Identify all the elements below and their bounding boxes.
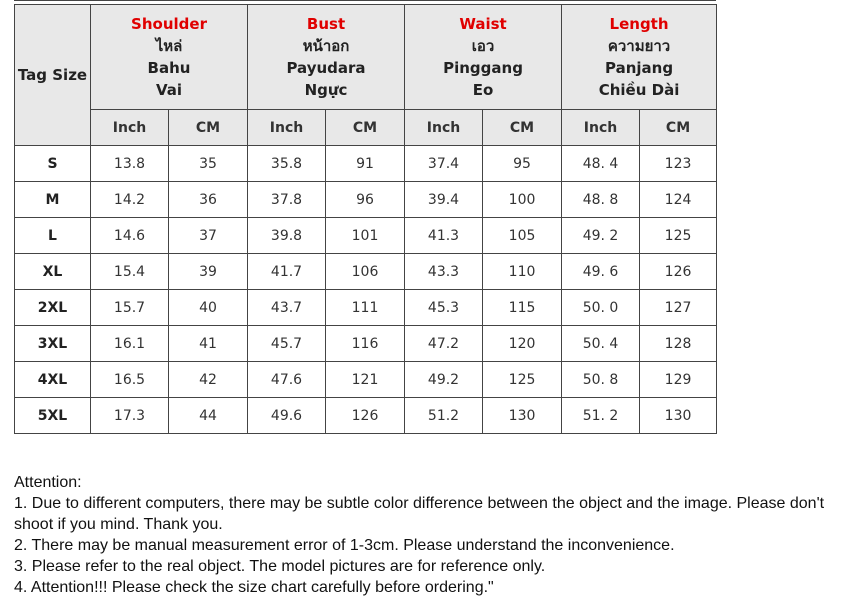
measurement-cell: 95 bbox=[483, 146, 562, 182]
measurement-cell: 17.3 bbox=[91, 398, 169, 434]
group-line: Pinggang bbox=[443, 59, 523, 77]
length-header bbox=[562, 5, 717, 110]
measurement-cell: 51.2 bbox=[405, 398, 483, 434]
measurement-cell: 120 bbox=[483, 326, 562, 362]
group-name: Bust bbox=[306, 15, 346, 33]
group-name: Waist bbox=[459, 15, 507, 33]
measurement-cell: 124 bbox=[640, 182, 717, 218]
measurement-cell: 16.5 bbox=[91, 362, 169, 398]
size-cell: 3XL bbox=[15, 326, 91, 362]
group-line: Eo bbox=[472, 81, 494, 99]
group-line: Vai bbox=[155, 81, 183, 99]
group-line: Chiều Dài bbox=[598, 81, 680, 99]
measurement-cell: 13.8 bbox=[91, 146, 169, 182]
table-row bbox=[15, 398, 717, 434]
measurement-cell: 110 bbox=[483, 254, 562, 290]
size-cell: 5XL bbox=[15, 398, 91, 434]
measurement-cell: 50. 8 bbox=[562, 362, 640, 398]
measurement-cell: 127 bbox=[640, 290, 717, 326]
group-line: หน้าอก bbox=[302, 37, 350, 55]
measurement-cell: 111 bbox=[326, 290, 405, 326]
measurement-cell: 44 bbox=[169, 398, 248, 434]
measurement-cell: 45.7 bbox=[248, 326, 326, 362]
measurement-cell: 115 bbox=[483, 290, 562, 326]
measurement-cell: 49. 6 bbox=[562, 254, 640, 290]
measurement-cell: 37.8 bbox=[248, 182, 326, 218]
size-cell: 2XL bbox=[15, 290, 91, 326]
measurement-cell: 45.3 bbox=[405, 290, 483, 326]
header-group-row bbox=[15, 5, 717, 110]
table-row bbox=[15, 326, 717, 362]
measurement-cell: 15.7 bbox=[91, 290, 169, 326]
measurement-cell: 37.4 bbox=[405, 146, 483, 182]
measurement-cell: 49.2 bbox=[405, 362, 483, 398]
measurement-cell: 39.4 bbox=[405, 182, 483, 218]
note-item: 2. There may be manual measurement error of 1-3cm. Please understand the inconvenience. bbox=[14, 537, 675, 554]
measurement-cell: 129 bbox=[640, 362, 717, 398]
group-line: เอว bbox=[471, 37, 495, 55]
measurement-cell: 100 bbox=[483, 182, 562, 218]
waist-header bbox=[405, 5, 562, 110]
measurement-cell: 96 bbox=[326, 182, 405, 218]
unit-header: CM bbox=[326, 110, 405, 146]
measurement-cell: 50. 4 bbox=[562, 326, 640, 362]
measurement-cell: 50. 0 bbox=[562, 290, 640, 326]
measurement-cell: 41.3 bbox=[405, 218, 483, 254]
measurement-cell: 105 bbox=[483, 218, 562, 254]
measurement-cell: 42 bbox=[169, 362, 248, 398]
measurement-cell: 43.7 bbox=[248, 290, 326, 326]
measurement-cell: 125 bbox=[640, 218, 717, 254]
measurement-cell: 101 bbox=[326, 218, 405, 254]
measurement-cell: 35 bbox=[169, 146, 248, 182]
attention-notes bbox=[14, 472, 844, 598]
measurement-cell: 40 bbox=[169, 290, 248, 326]
group-line: ความยาว bbox=[607, 37, 671, 55]
group-name: Shoulder bbox=[131, 15, 207, 33]
size-chart-table bbox=[14, 4, 717, 434]
unit-header: CM bbox=[640, 110, 717, 146]
measurement-cell: 126 bbox=[326, 398, 405, 434]
measurement-cell: 35.8 bbox=[248, 146, 326, 182]
measurement-cell: 15.4 bbox=[91, 254, 169, 290]
table-top-border bbox=[14, 0, 716, 1]
measurement-cell: 121 bbox=[326, 362, 405, 398]
table-row bbox=[15, 254, 717, 290]
group-line: Panjang bbox=[604, 59, 674, 77]
measurement-cell: 130 bbox=[640, 398, 717, 434]
measurement-cell: 49. 2 bbox=[562, 218, 640, 254]
header-unit-row bbox=[15, 110, 717, 146]
unit-header: CM bbox=[169, 110, 248, 146]
unit-header: Inch bbox=[405, 110, 483, 146]
note-item: 1. Due to different computers, there may be subtle color difference between the object and the image. Please don't shoot if you mind. Thank you. bbox=[14, 495, 825, 533]
size-cell: S bbox=[15, 146, 91, 182]
measurement-cell: 36 bbox=[169, 182, 248, 218]
measurement-cell: 126 bbox=[640, 254, 717, 290]
size-cell: 4XL bbox=[15, 362, 91, 398]
measurement-cell: 43.3 bbox=[405, 254, 483, 290]
group-name: Length bbox=[609, 15, 669, 33]
table-row bbox=[15, 182, 717, 218]
group-line: Ngực bbox=[304, 81, 348, 99]
measurement-cell: 128 bbox=[640, 326, 717, 362]
measurement-cell: 123 bbox=[640, 146, 717, 182]
measurement-cell: 37 bbox=[169, 218, 248, 254]
table-row bbox=[15, 218, 717, 254]
bust-header bbox=[248, 5, 405, 110]
unit-header: Inch bbox=[91, 110, 169, 146]
unit-header: CM bbox=[483, 110, 562, 146]
measurement-cell: 48. 4 bbox=[562, 146, 640, 182]
size-cell: M bbox=[15, 182, 91, 218]
measurement-cell: 49.6 bbox=[248, 398, 326, 434]
measurement-cell: 47.2 bbox=[405, 326, 483, 362]
measurement-cell: 14.2 bbox=[91, 182, 169, 218]
note-item: 4. Attention!!! Please check the size chart carefully before ordering." bbox=[14, 579, 494, 596]
size-cell: L bbox=[15, 218, 91, 254]
measurement-cell: 106 bbox=[326, 254, 405, 290]
tag-size-header: Tag Size bbox=[15, 5, 91, 146]
table-row bbox=[15, 290, 717, 326]
unit-header: Inch bbox=[562, 110, 640, 146]
measurement-cell: 125 bbox=[483, 362, 562, 398]
group-line: ไหล่ bbox=[155, 37, 183, 55]
measurement-cell: 51. 2 bbox=[562, 398, 640, 434]
measurement-cell: 48. 8 bbox=[562, 182, 640, 218]
measurement-cell: 130 bbox=[483, 398, 562, 434]
measurement-cell: 14.6 bbox=[91, 218, 169, 254]
shoulder-header bbox=[91, 5, 248, 110]
unit-header: Inch bbox=[248, 110, 326, 146]
group-line: Bahu bbox=[147, 59, 191, 77]
table-row bbox=[15, 146, 717, 182]
measurement-cell: 39 bbox=[169, 254, 248, 290]
size-cell: XL bbox=[15, 254, 91, 290]
table-row bbox=[15, 362, 717, 398]
notes-heading: Attention: bbox=[14, 474, 82, 491]
measurement-cell: 16.1 bbox=[91, 326, 169, 362]
measurement-cell: 47.6 bbox=[248, 362, 326, 398]
note-item: 3. Please refer to the real object. The model pictures are for reference only. bbox=[14, 558, 546, 575]
measurement-cell: 91 bbox=[326, 146, 405, 182]
measurement-cell: 116 bbox=[326, 326, 405, 362]
measurement-cell: 41.7 bbox=[248, 254, 326, 290]
measurement-cell: 41 bbox=[169, 326, 248, 362]
measurement-cell: 39.8 bbox=[248, 218, 326, 254]
group-line: Payudara bbox=[286, 59, 366, 77]
